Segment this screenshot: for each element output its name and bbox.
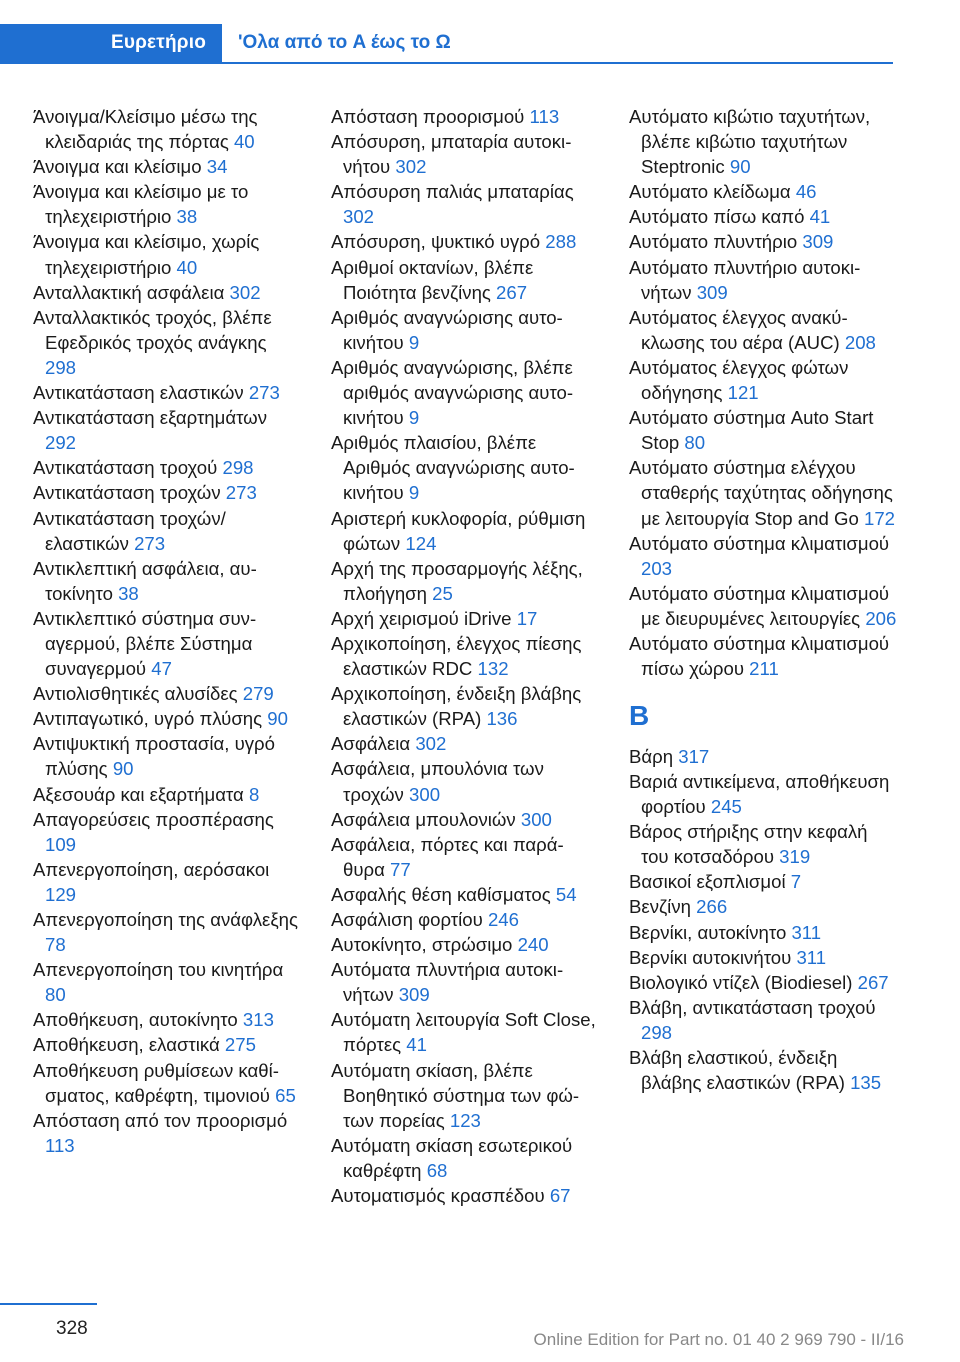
index-entry-term: Βλάβη ελαστικού, ένδειξη βλάβης ελαστικών (RPA) (629, 1047, 845, 1094)
index-entry-term: Αρχικοποίηση, ένδειξη βλάβης ελαστικών (RPA) (331, 683, 582, 730)
index-entry-page-link[interactable]: 113 (45, 1134, 75, 1156)
index-column-2 (331, 104, 599, 1208)
index-entry-page-link[interactable]: 80 (684, 432, 706, 454)
index-entry (331, 556, 599, 606)
index-entry-page-link[interactable]: 40 (233, 131, 255, 153)
index-entry-term: Βάρος στήριξης στην κεφαλή του κοτσαδόρου (629, 821, 868, 868)
index-entry-page-link[interactable]: 203 (641, 557, 673, 579)
index-entry-term: Αντικατάσταση τροχών (33, 482, 221, 504)
index-entry-term: Αντικατάσταση τροχού (33, 457, 218, 479)
index-entry-page-link[interactable]: 34 (206, 156, 228, 178)
tab-a-to-z[interactable]: 'Ολα από το A έως το Ω (238, 32, 451, 53)
index-entry (629, 1045, 897, 1095)
index-entry-term: Βερνίκι, αυτοκίνητο (629, 921, 787, 943)
index-entry-page-link[interactable]: 113 (529, 106, 560, 127)
index-entry (629, 179, 897, 204)
index-entry (331, 606, 599, 631)
index-entry (33, 380, 301, 405)
index-entry-term: Απόσυρση παλιάς μπαταρίας (331, 181, 574, 203)
index-entry-term: Αυτόματος έλεγχος φώτων οδήγησης (629, 356, 849, 404)
index-entry-term: Βενζίνη (629, 896, 691, 918)
index-entry-term: Αυτόματο σύστημα ελέγχου σταθερής ταχύτητας οδήγησης με λειτουργία Stop and Go (629, 457, 893, 529)
index-entry (331, 506, 599, 556)
index-entry-term: Ασφαλής θέση καθίσματος (331, 883, 551, 905)
index-entry (33, 1058, 301, 1108)
index-entry-term: Αντικλεπτική ασφάλεια, αυτοκίνητο (33, 557, 257, 604)
index-entry-page-link[interactable]: 90 (112, 758, 134, 780)
index-entry (331, 882, 599, 907)
index-entry (33, 455, 301, 480)
index-entry (331, 932, 599, 957)
index-entry (629, 104, 897, 179)
index-entry-page-link[interactable]: 309 (398, 984, 430, 1006)
index-entry-term: Αυτόματο σύστημα κλιματισμού πίσω χώρου (629, 632, 890, 680)
index-entry (629, 631, 897, 681)
index-entry-page-link[interactable]: 317 (678, 745, 710, 767)
index-entry (33, 480, 301, 505)
index-entry-page-link[interactable]: 54 (555, 883, 577, 905)
index-entry-term: Αυτόματη σκίαση εσωτερικού καθρέφτη (331, 1134, 573, 1181)
index-entry-page-link[interactable]: 300 (520, 808, 552, 830)
index-entry-page-link[interactable]: 288 (545, 231, 577, 253)
index-entry-term: Βιολογικό ντίζελ (Biodiesel) (629, 971, 853, 993)
index-entry (629, 405, 897, 455)
index-entry (331, 756, 599, 806)
index-entry-page-link[interactable]: 80 (45, 984, 66, 1006)
index-entry-term: Αυτόματο πλυντήριο (629, 231, 798, 253)
index-entry-page-link[interactable]: 90 (729, 156, 751, 178)
index-entry (331, 1133, 599, 1183)
index-entry-term: Αρχή χειρισμού iDrive (331, 607, 512, 629)
index-entry-page-link[interactable]: 9 (408, 482, 420, 504)
index-entry-term: Αυτόματο πίσω καπό (629, 206, 805, 228)
index-entry-page-link[interactable]: 124 (405, 532, 437, 554)
index-entry-term: Αντιπαγωτικό, υγρό πλύσης (33, 708, 263, 730)
index-entry (629, 869, 897, 894)
index-entry-term: Αυτόματο κλείδωμα (629, 181, 791, 203)
index-entry-page-link[interactable]: 77 (390, 858, 411, 880)
index-entry-page-link[interactable]: 267 (857, 971, 889, 993)
index-entry-term: Απενεργοποίηση της ανάφλεξης (33, 909, 298, 930)
index-entry (33, 179, 301, 229)
index-entry (33, 857, 301, 907)
index-entry (629, 305, 897, 355)
index-entry-term: Αντικατάσταση τροχών/ ελαστικών (33, 507, 226, 554)
index-entry (331, 255, 599, 305)
index-entry (33, 706, 301, 731)
index-entry-page-link[interactable]: 132 (477, 658, 509, 680)
index-entry-term: Αποθήκευση, αυτοκίνητο (33, 1009, 238, 1031)
index-entry-term: Αυτόματο σύστημα κλιματισμού (629, 532, 890, 554)
index-entry-term: Αντικλεπτικό σύστημα συναγερμού, βλέπε Σύστημα συναγερμού (33, 607, 257, 680)
index-entry-page-link[interactable]: 298 (641, 1021, 673, 1043)
index-entry (331, 305, 599, 355)
index-entry-page-link[interactable]: 211 (749, 658, 779, 680)
index-entry-page-link[interactable]: 109 (45, 833, 77, 855)
index-entry (629, 255, 897, 305)
index-column-1 (33, 104, 301, 1158)
index-entry-term: Αποθήκευση, ελαστικά (33, 1034, 220, 1056)
index-entry (33, 606, 301, 681)
index-entry-term: Ανταλλακτική ασφάλεια (33, 281, 225, 303)
index-entry (629, 894, 897, 919)
index-entry-page-link[interactable]: 267 (496, 281, 528, 303)
index-entry-term: Ασφάλεια, μπουλόνια των τροχών (331, 758, 544, 805)
section-letter-heading: B (629, 699, 650, 731)
index-entry (331, 957, 599, 1007)
index-entry-page-link[interactable]: 266 (696, 896, 728, 918)
index-entry-term: Άνοιγμα και κλείσιμο με το τηλεχειριστήριο (33, 181, 249, 228)
index-entry-term: Βασικοί εξοπλισμοί (629, 871, 786, 893)
index-entry-page-link[interactable]: 47 (151, 658, 172, 680)
index-entry (33, 807, 301, 857)
index-entry (629, 744, 897, 769)
index-entry (629, 204, 897, 229)
index-entry-term: Απόσυρση, μπαταρία αυτοκινήτου (331, 131, 572, 178)
index-entry-page-link[interactable]: 129 (45, 883, 77, 905)
index-entry (33, 104, 301, 154)
index-entry-page-link[interactable]: 275 (224, 1034, 256, 1056)
index-entry-page-link[interactable]: 311 (791, 921, 822, 943)
index-entry (33, 154, 301, 179)
index-entry-term: Άνοιγμα/Κλείσιμο μέσω της κλειδαριάς της πόρτας (33, 106, 258, 153)
index-entry-term: Ασφάλεια μπουλονιών (331, 808, 516, 830)
index-entry-page-link[interactable]: 41 (809, 206, 831, 228)
index-entry (331, 129, 599, 179)
index-entry-term: Αυτόματο σύστημα κλιματισμού με διευρυμένες λειτουργίες (629, 582, 890, 629)
index-entry-page-link[interactable]: 17 (516, 607, 538, 629)
index-entry (33, 681, 301, 706)
index-entry-page-link[interactable]: 298 (222, 457, 254, 479)
index-entry (331, 731, 599, 756)
index-entry-page-link[interactable]: 208 (844, 331, 876, 353)
index-entry (33, 506, 301, 556)
index-entry-term: Αυτόματο κιβώτιο ταχυτήτων, βλέπε κιβώτιο ταχυτήτων Steptronic (629, 106, 871, 178)
index-entry-term: Αυτόματη σκίαση, βλέπε Βοηθητικό σύστημα των φώτων πορείας (331, 1059, 580, 1131)
index-entry (629, 920, 897, 945)
index-entry (629, 995, 897, 1045)
index-entry (33, 280, 301, 305)
index-entry-page-link[interactable]: 67 (549, 1185, 571, 1207)
index-entry-page-link[interactable]: 309 (696, 281, 728, 303)
index-entry-page-link[interactable]: 38 (118, 582, 139, 604)
index-entry-page-link[interactable]: 279 (242, 683, 274, 705)
index-entry-page-link[interactable]: 25 (432, 582, 453, 604)
index-entry-page-link[interactable]: 136 (486, 708, 518, 730)
index-entry-term: Απόσταση από τον προορισμό (33, 1109, 288, 1131)
index-entry-page-link[interactable]: 311 (796, 946, 827, 968)
index-entry-term: Αντιψυκτική προστασία, υγρό πλύσης (33, 733, 275, 780)
index-entry-page-link[interactable]: 206 (865, 607, 897, 629)
index-entry-term: Αρχικοποίηση, έλεγχος πίεσης ελαστικών RDC (331, 632, 582, 680)
index-entry-page-link[interactable]: 68 (426, 1159, 448, 1181)
index-entry-term: Αυτοκίνητο, στρώσιμο (331, 934, 513, 956)
index-entry-term: Βάρη (629, 745, 674, 767)
index-entry-term: Αριθμός πλαισίου, βλέπε Αριθμός αναγνώρισης αυτοκινήτου (331, 432, 575, 504)
index-entry-term: Αριθμός αναγνώρισης, βλέπε αριθμός αναγνώρισης αυτοκινήτου (331, 356, 574, 429)
index-entry-page-link[interactable]: 309 (802, 231, 834, 253)
index-entry-page-link[interactable]: 300 (409, 783, 441, 805)
index-entry-page-link[interactable]: 273 (248, 382, 280, 404)
index-entry-page-link[interactable]: 123 (449, 1109, 481, 1131)
index-entry (33, 782, 301, 807)
index-entry-term: Αξεσουάρ και εξαρτήματα (33, 783, 244, 805)
index-entry (33, 731, 301, 781)
index-entry (331, 355, 599, 430)
index-entry-term: Ασφάλεια (331, 733, 411, 755)
index-entry-term: Αποθήκευση ρυθμίσεων καθίσματος, καθρέφτη, τιμονιού (33, 1059, 279, 1106)
index-entry-page-link[interactable]: 240 (517, 934, 549, 956)
index-entry-term: Αριθμοί οκτανίων, βλέπε Ποιότητα βενζίνης (331, 256, 534, 303)
index-entry (629, 970, 897, 995)
index-entry-page-link[interactable]: 302 (229, 281, 261, 303)
index-entry (33, 1007, 301, 1032)
index-entry-page-link[interactable]: 302 (395, 156, 427, 178)
index-entry-page-link[interactable]: 245 (710, 796, 742, 818)
index-entry-term: Βλάβη, αντικατάσταση τροχού (629, 996, 876, 1018)
index-entry-page-link[interactable]: 135 (850, 1072, 882, 1094)
index-entry-term: Ασφάλιση φορτίου (331, 909, 483, 930)
index-entry-page-link[interactable]: 172 (863, 507, 896, 529)
index-entry (331, 807, 599, 832)
index-entry (629, 455, 897, 530)
index-entry-term: Αυτόματη λειτουργία Soft Close, πόρτες (331, 1009, 596, 1056)
index-entry-term: Αυτόματο πλυντήριο αυτοκινήτων (629, 256, 861, 303)
index-entry-term: Απαγορεύσεις προσπέρασης (33, 808, 274, 830)
index-entry-term: Αριθμός αναγνώρισης αυτοκινήτου (331, 306, 563, 353)
index-entry-page-link[interactable]: 78 (45, 934, 66, 956)
index-entry-term: Αντικατάσταση ελαστικών (33, 382, 244, 404)
edition-note: Online Edition for Part no. 01 40 2 969 790 - II/16 (533, 1330, 904, 1349)
index-entry-term: Αριστερή κυκλοφορία, ρύθμιση φώτων (331, 507, 586, 554)
index-entry-page-link[interactable]: 292 (45, 432, 77, 454)
index-entry-term: Αντικατάσταση εξαρτημάτων (33, 407, 268, 429)
index-entry (331, 1183, 599, 1208)
index-entry (331, 104, 599, 129)
index-entry-term: Αυτόματο σύστημα Auto Start Stop (629, 407, 874, 454)
index-entry-page-link[interactable]: 246 (487, 909, 519, 930)
index-entry-term: Αυτόματος έλεγχος ανακύκλωσης του αέρα (AUC) (629, 306, 848, 353)
index-entry (331, 229, 599, 254)
index-entry (629, 355, 897, 405)
index-entry-page-link[interactable]: 273 (225, 482, 257, 504)
index-entry-term: Ανταλλακτικός τροχός, βλέπε Εφεδρικός τροχός ανάγκης (33, 306, 272, 353)
index-entry (629, 229, 897, 254)
index-entry (33, 305, 301, 380)
index-entry (331, 1058, 599, 1133)
index-entry-term: Αρχή της προσαρμογής λέξης, πλοήγηση (331, 557, 583, 604)
index-entry (331, 430, 599, 505)
index-entry (331, 832, 599, 882)
index-entry-page-link[interactable]: 302 (343, 206, 375, 228)
index-entry (629, 945, 897, 970)
index-entry (331, 179, 599, 229)
index-entry-term: Απόσυρση, ψυκτικό υγρό (331, 231, 541, 253)
index-entry (33, 957, 301, 1007)
index-entry-term: Αντιολισθητικές αλυσίδες (33, 683, 238, 705)
index-entry-page-link[interactable]: 313 (242, 1009, 274, 1031)
index-column-3 (629, 104, 897, 1095)
index-entry (33, 907, 301, 957)
page-number-rule (0, 1303, 97, 1305)
index-entry-page-link[interactable]: 121 (727, 382, 759, 404)
index-entry-page-link[interactable]: 41 (406, 1034, 427, 1056)
index-entry-page-link[interactable]: 46 (795, 181, 817, 203)
index-entry-page-link[interactable]: 273 (134, 532, 166, 554)
index-entry-page-link[interactable]: 298 (45, 356, 77, 378)
index-entry-term: Απενεργοποίηση του κινητήρα (33, 959, 284, 981)
index-entry (33, 1108, 301, 1158)
index-entry-page-link[interactable]: 65 (275, 1084, 296, 1106)
index-entry-page-link[interactable]: 7 (790, 871, 802, 893)
index-entry (629, 769, 897, 819)
index-entry-term: Αυτόματα πλυντήρια αυτοκινήτων (331, 959, 564, 1006)
index-entry (33, 405, 301, 455)
tab-index[interactable]: Ευρετήριο (0, 24, 222, 62)
index-entry (331, 681, 599, 731)
index-entry (33, 229, 301, 279)
index-entry-page-link[interactable]: 8 (248, 783, 260, 805)
index-entry-term: Βαριά αντικείμενα, αποθήκευση φορτίου (629, 770, 890, 818)
index-entry-term: Άνοιγμα και κλείσιμο (33, 156, 202, 178)
index-entry (331, 907, 599, 932)
index-entry-term: Απενεργοποίηση, αερόσακοι (33, 858, 270, 880)
index-entry-page-link[interactable]: 9 (408, 407, 420, 429)
index-entry (629, 531, 897, 581)
index-entry (33, 1032, 301, 1057)
index-entry-term: Αυτοματισμός κρασπέδου (331, 1185, 545, 1207)
index-entry-page-link[interactable]: 302 (415, 733, 447, 755)
index-entry (629, 581, 897, 631)
index-entry (33, 556, 301, 606)
index-entry-term: Άνοιγμα και κλείσιμο, χωρίς τηλεχειριστήριο (33, 231, 260, 278)
index-entry (331, 1007, 599, 1057)
index-entry-term: Βερνίκι αυτοκινήτου (629, 946, 792, 968)
header-tabs (0, 24, 893, 64)
index-entry-page-link[interactable]: 40 (176, 256, 198, 278)
index-entry-term: Απόσταση προορισμού (331, 106, 525, 127)
index-entry (629, 819, 897, 869)
index-entry (331, 631, 599, 681)
index-entry-term: Ασφάλεια, πόρτες και παράθυρα (331, 833, 564, 880)
index-entry-page-link[interactable]: 319 (779, 846, 811, 868)
index-entry-page-link[interactable]: 90 (267, 708, 288, 730)
index-entry-page-link[interactable]: 9 (408, 331, 420, 353)
page-number: 328 (56, 1318, 88, 1339)
index-entry-page-link[interactable]: 38 (176, 206, 198, 228)
